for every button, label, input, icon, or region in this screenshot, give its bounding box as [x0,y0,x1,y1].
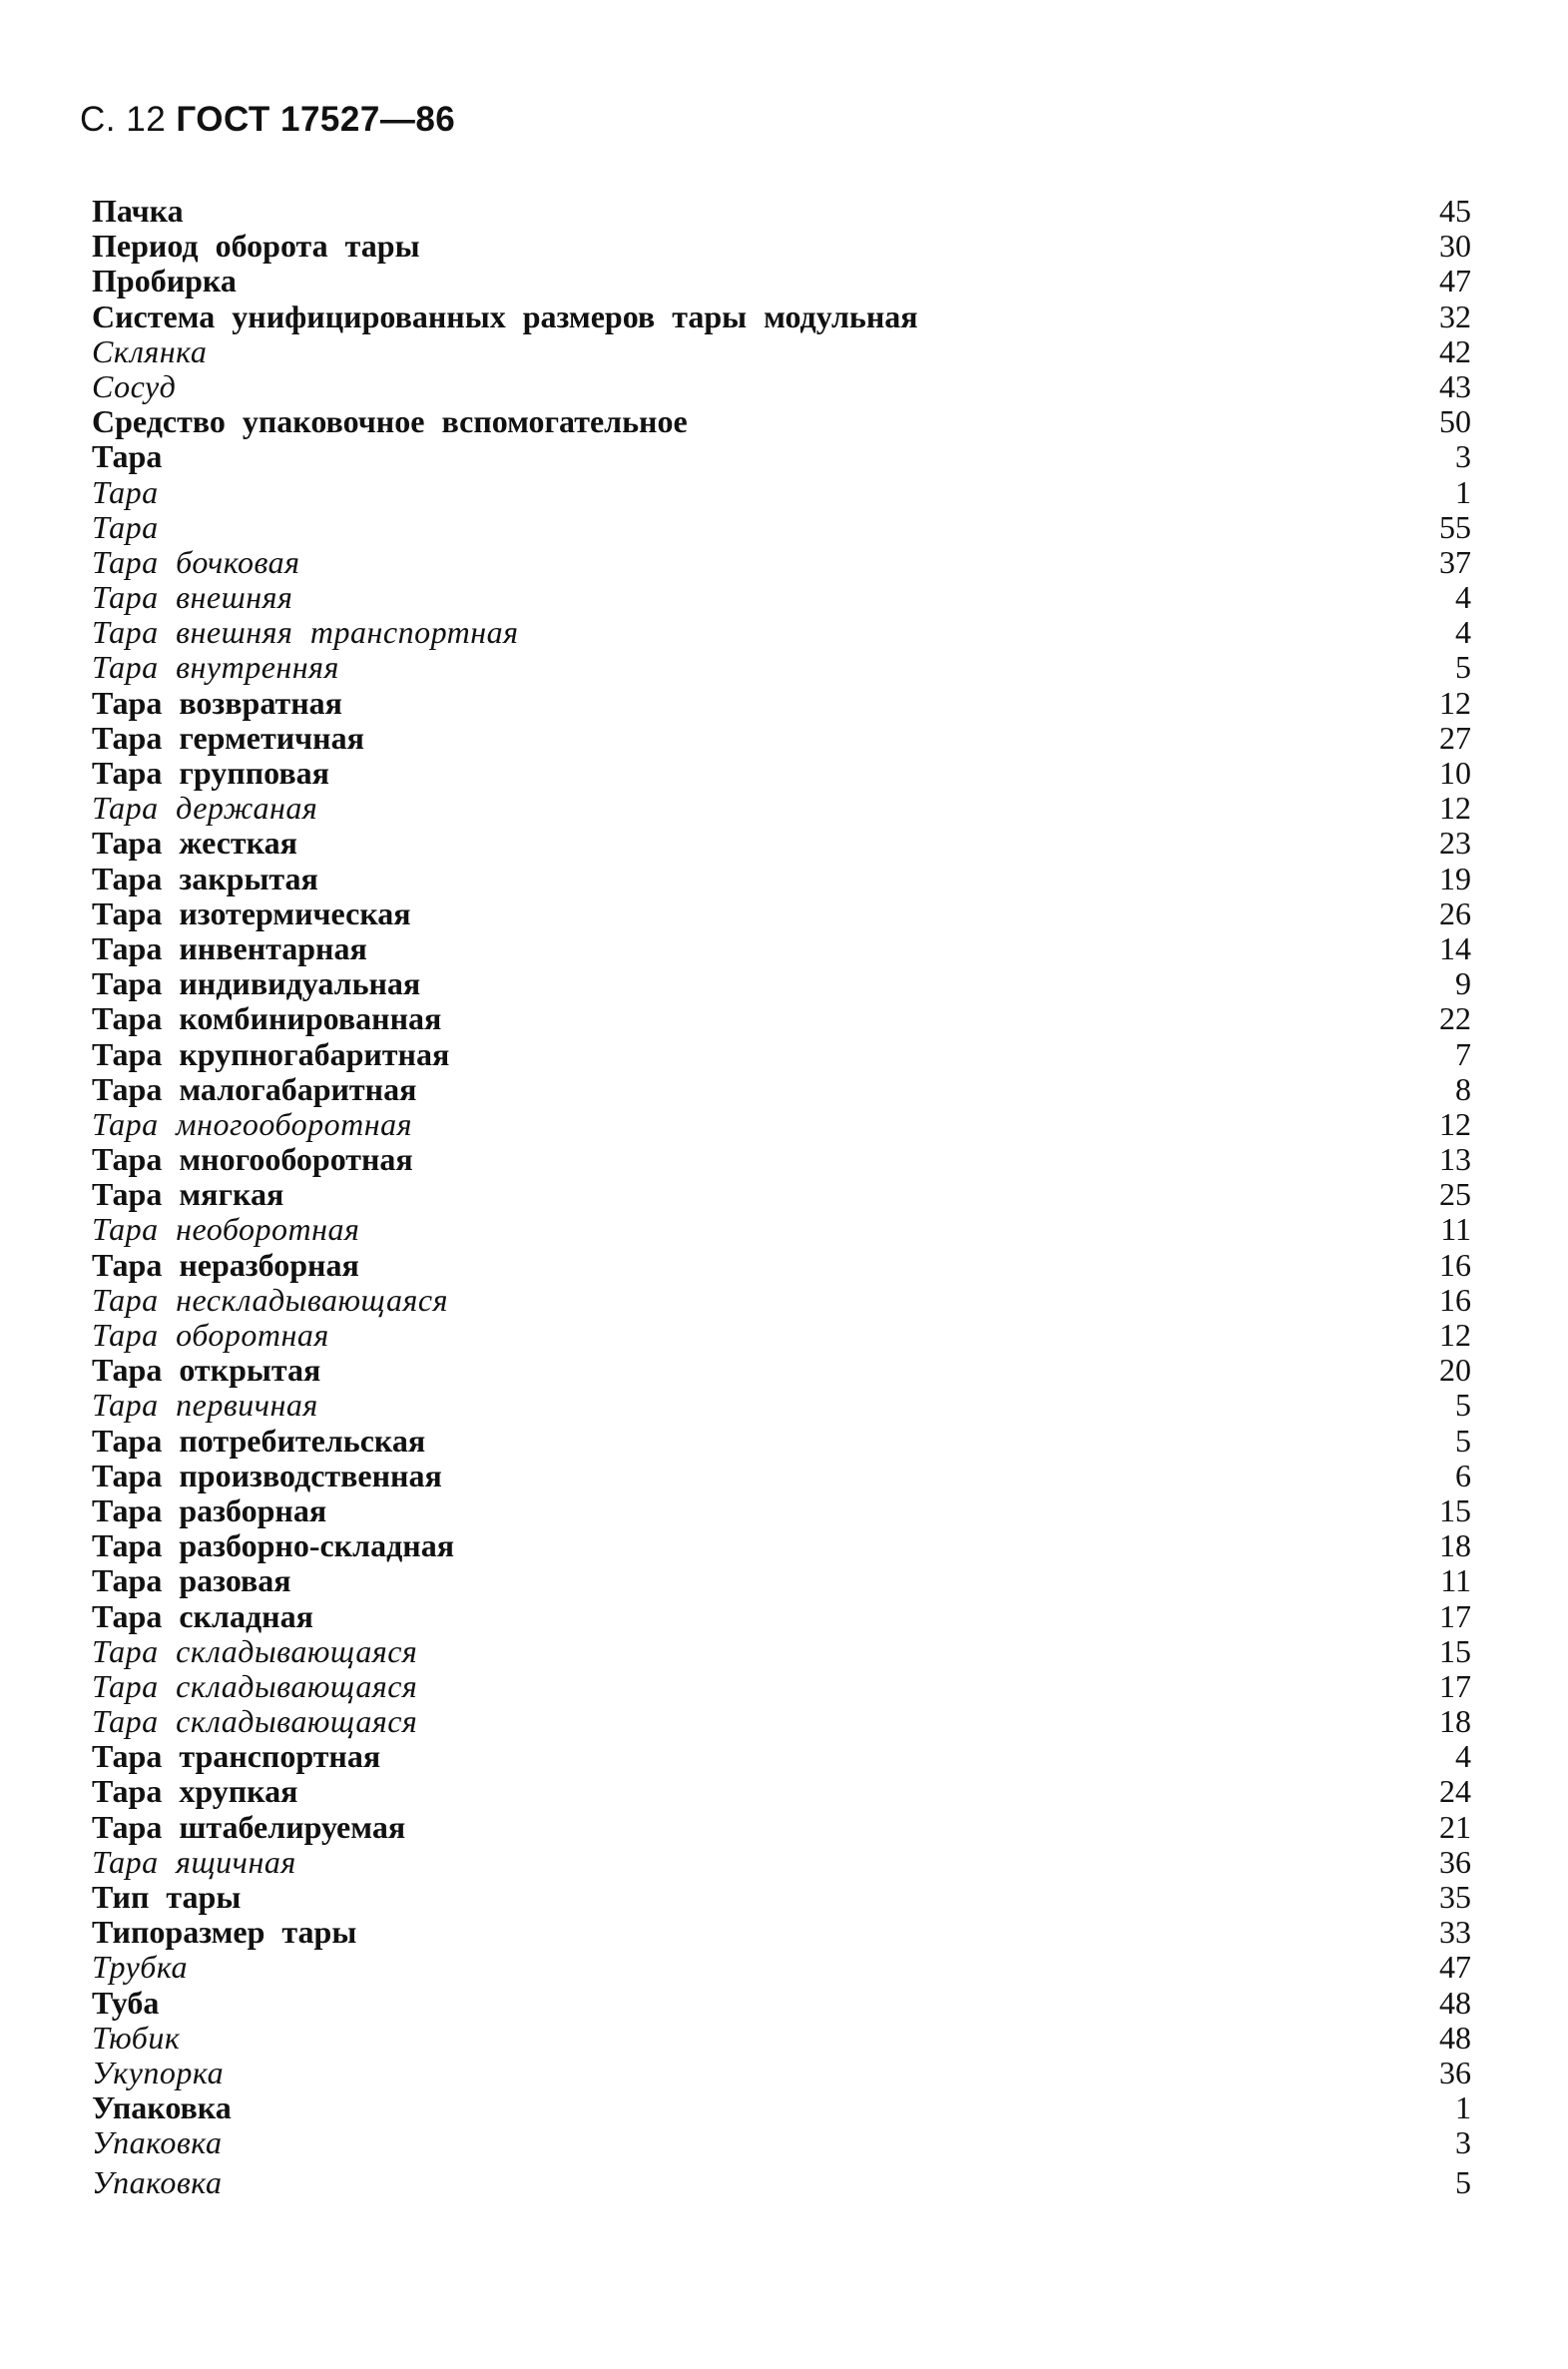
index-term-number: 11 [1440,1211,1471,1248]
index-term-number: 30 [1439,228,1471,265]
index-term: Тара производственная [92,1457,442,1493]
index-term: Тара возвратная [92,684,342,721]
index-term: Типоразмер тары [92,1914,357,1951]
index-entry [92,1704,1471,1739]
index-term: Тара штабелируемая [92,1808,406,1845]
index-term-number: 48 [1439,1984,1471,2021]
index-term-number: 24 [1439,1773,1471,1810]
index-term: Тара групповая [92,755,329,791]
index-term: Тара оборотная [92,1317,329,1353]
index-term-number: 37 [1439,543,1471,580]
index-term: Пробирка [92,263,237,299]
index-term: Тара инвентарная [92,929,367,966]
index-term: Тара транспортная [92,1738,381,1775]
index-entry [92,1986,1471,2021]
index-term: Тара складывающаяся [92,1632,418,1669]
index-entry [92,2021,1471,2056]
index-term: Тара многооборотная [92,1141,413,1178]
index-term: Тара разборно-складная [92,1527,454,1564]
index-term: Тара складывающаяся [92,1667,418,1704]
index-entry [92,1774,1471,1809]
index-entry [92,1915,1471,1950]
index-entry [92,966,1471,1001]
index-term-number: 5 [1455,2163,1471,2200]
index-entry [92,615,1471,650]
index-term: Тара многооборотная [92,1105,413,1142]
index-entry [92,369,1471,404]
index-term: Тара крупногабаритная [92,1035,450,1072]
index-entry [92,1248,1471,1283]
index-term: Тара малогабаритная [92,1070,417,1107]
index-entry [92,650,1471,685]
index-entry [92,1001,1471,1036]
index-term: Тара открытая [92,1352,321,1389]
index-term: Тара разовая [92,1562,291,1599]
index-term: Средство упаковочное вспомогательное [92,403,688,440]
index-term: Тара складная [92,1597,313,1634]
index-entry [92,580,1471,615]
index-term-number: 43 [1439,367,1471,404]
index-term: Склянка [92,332,208,369]
index-entry [92,475,1471,510]
index-term-number: 18 [1439,1703,1471,1740]
index-term-number: 35 [1439,1879,1471,1915]
index-term-number: 36 [1439,2054,1471,2090]
index-term: Тара герметичная [92,719,364,756]
index-entry [92,756,1471,791]
index-term-number: 42 [1439,332,1471,369]
index-entry [92,1810,1471,1845]
index-term: Тара внешняя транспортная [92,614,519,651]
index-entry [92,1107,1471,1142]
index-term-number: 22 [1439,1000,1471,1037]
index-entry [92,1388,1471,1423]
index-term: Тара бочковая [92,543,300,580]
index-term-number: 7 [1455,1035,1471,1072]
index-term-number: 12 [1439,1105,1471,1142]
index-term-number: 19 [1439,860,1471,896]
index-term-number: 33 [1439,1914,1471,1951]
index-entry [92,862,1471,896]
index-term: Тара [92,473,159,510]
index-entry [92,1177,1471,1212]
index-entry [92,1353,1471,1388]
index-entry [92,721,1471,756]
index-term-number: 17 [1439,1597,1471,1634]
index-term-number: 4 [1455,579,1471,616]
index-term: Система унифицированных размеров тары модульная [92,297,918,334]
index-term-number: 11 [1440,1562,1471,1599]
index-entry [92,1634,1471,1669]
index-term: Тара [92,438,163,475]
index-term: Сосуд [92,367,177,404]
index-term-number: 25 [1439,1176,1471,1213]
index-entry [92,229,1471,264]
index-term-number: 15 [1439,1632,1471,1669]
index-term-number: 8 [1455,1070,1471,1107]
index-term-number: 32 [1439,297,1471,334]
index-term-number: 55 [1439,508,1471,545]
index-term: Тара ящичная [92,1843,296,1880]
index-entry [92,334,1471,369]
index-entry [92,404,1471,439]
index-entry [92,299,1471,334]
index-term-number: 48 [1439,2019,1471,2056]
index-entry [92,1459,1471,1493]
index-term-number: 16 [1439,1246,1471,1283]
index-term: Тара неразборная [92,1246,359,1283]
index-term-number: 50 [1439,403,1471,440]
index-term: Тара мягкая [92,1176,284,1213]
index-term: Тара комбинированная [92,1000,442,1037]
index-entry [92,896,1471,931]
index-term-number: 13 [1439,1141,1471,1178]
index-entry [92,1845,1471,1880]
index-term: Тара потребительская [92,1422,426,1459]
index-entry [92,686,1471,721]
index-term: Тара складывающаяся [92,1703,418,1740]
index-entry [92,1739,1471,1774]
index-term: Тара хрупкая [92,1773,298,1810]
index-term-number: 3 [1455,2124,1471,2161]
term-index-list [92,194,1471,2200]
index-term-number: 10 [1439,755,1471,791]
index-term-number: 6 [1455,1457,1471,1493]
index-entry [92,264,1471,298]
index-term-number: 23 [1439,825,1471,862]
index-term-number: 5 [1455,1422,1471,1459]
index-term-number: 3 [1455,438,1471,475]
index-term-number: 5 [1455,649,1471,686]
index-entry [92,1424,1471,1459]
index-term: Тара индивидуальная [92,965,421,1002]
index-term: Тара необоротная [92,1211,360,1248]
index-entry [92,1599,1471,1634]
index-term-number: 18 [1439,1527,1471,1564]
index-entry [92,1037,1471,1072]
index-term-number: 47 [1439,263,1471,299]
page-number: С. 12 [80,100,167,139]
index-term: Тара первичная [92,1387,318,1424]
index-entry [92,826,1471,861]
index-term: Тара держаная [92,790,318,827]
index-entry [92,1072,1471,1107]
index-term: Тип тары [92,1879,242,1915]
index-entry [92,1318,1471,1353]
index-term-number: 47 [1439,1949,1471,1986]
index-term-number: 21 [1439,1808,1471,1845]
index-entry [92,1142,1471,1177]
index-term: Тара разборная [92,1491,327,1528]
index-term: Тара жесткая [92,825,297,862]
index-entry [92,1283,1471,1318]
index-term: Упаковка [92,2163,223,2200]
index-term-number: 12 [1439,684,1471,721]
page-header [80,100,455,140]
index-entry [92,1563,1471,1598]
index-term: Тара внешняя [92,579,293,616]
index-term: Трубка [92,1949,189,1986]
index-term-number: 16 [1439,1281,1471,1318]
index-entry [92,2165,1471,2200]
index-term: Тара нескладывающаяся [92,1281,448,1318]
index-term-number: 27 [1439,719,1471,756]
index-term-number: 5 [1455,1387,1471,1424]
index-term: Период оборота тары [92,228,420,265]
index-term: Упаковка [92,2089,232,2126]
index-term-number: 17 [1439,1667,1471,1704]
index-term-number: 20 [1439,1352,1471,1389]
index-entry [92,2056,1471,2090]
index-entry [92,1950,1471,1985]
standard-designation: ГОСТ 17527—86 [176,100,456,139]
index-term-number: 26 [1439,894,1471,931]
index-term: Тара внутренняя [92,649,339,686]
index-term: Тара закрытая [92,860,318,896]
index-term: Укупорка [92,2054,225,2090]
index-term-number: 1 [1455,473,1471,510]
index-term: Тюбик [92,2019,181,2056]
index-term-number: 15 [1439,1491,1471,1528]
index-term-number: 9 [1455,965,1471,1002]
index-entry [92,791,1471,826]
index-entry [92,2125,1471,2160]
index-entry [92,545,1471,580]
index-term-number: 12 [1439,790,1471,827]
index-term-number: 36 [1439,1843,1471,1880]
index-entry [92,1669,1471,1704]
index-term-number: 14 [1439,929,1471,966]
index-term-number: 12 [1439,1317,1471,1353]
index-entry [92,1212,1471,1247]
index-term: Туба [92,1984,160,2021]
index-term: Упаковка [92,2124,223,2161]
index-term-number: 4 [1455,614,1471,651]
index-entry [92,439,1471,474]
index-term: Тара изотермическая [92,894,411,931]
index-entry [92,2090,1471,2125]
index-entry [92,1493,1471,1528]
index-entry [92,1880,1471,1915]
index-term: Пачка [92,193,184,229]
index-term-number: 1 [1455,2089,1471,2126]
index-entry [92,931,1471,966]
index-term-number: 45 [1439,193,1471,229]
index-term: Тара [92,508,159,545]
index-entry [92,1528,1471,1563]
index-entry [92,194,1471,229]
index-term-number: 4 [1455,1738,1471,1775]
index-entry [92,510,1471,545]
